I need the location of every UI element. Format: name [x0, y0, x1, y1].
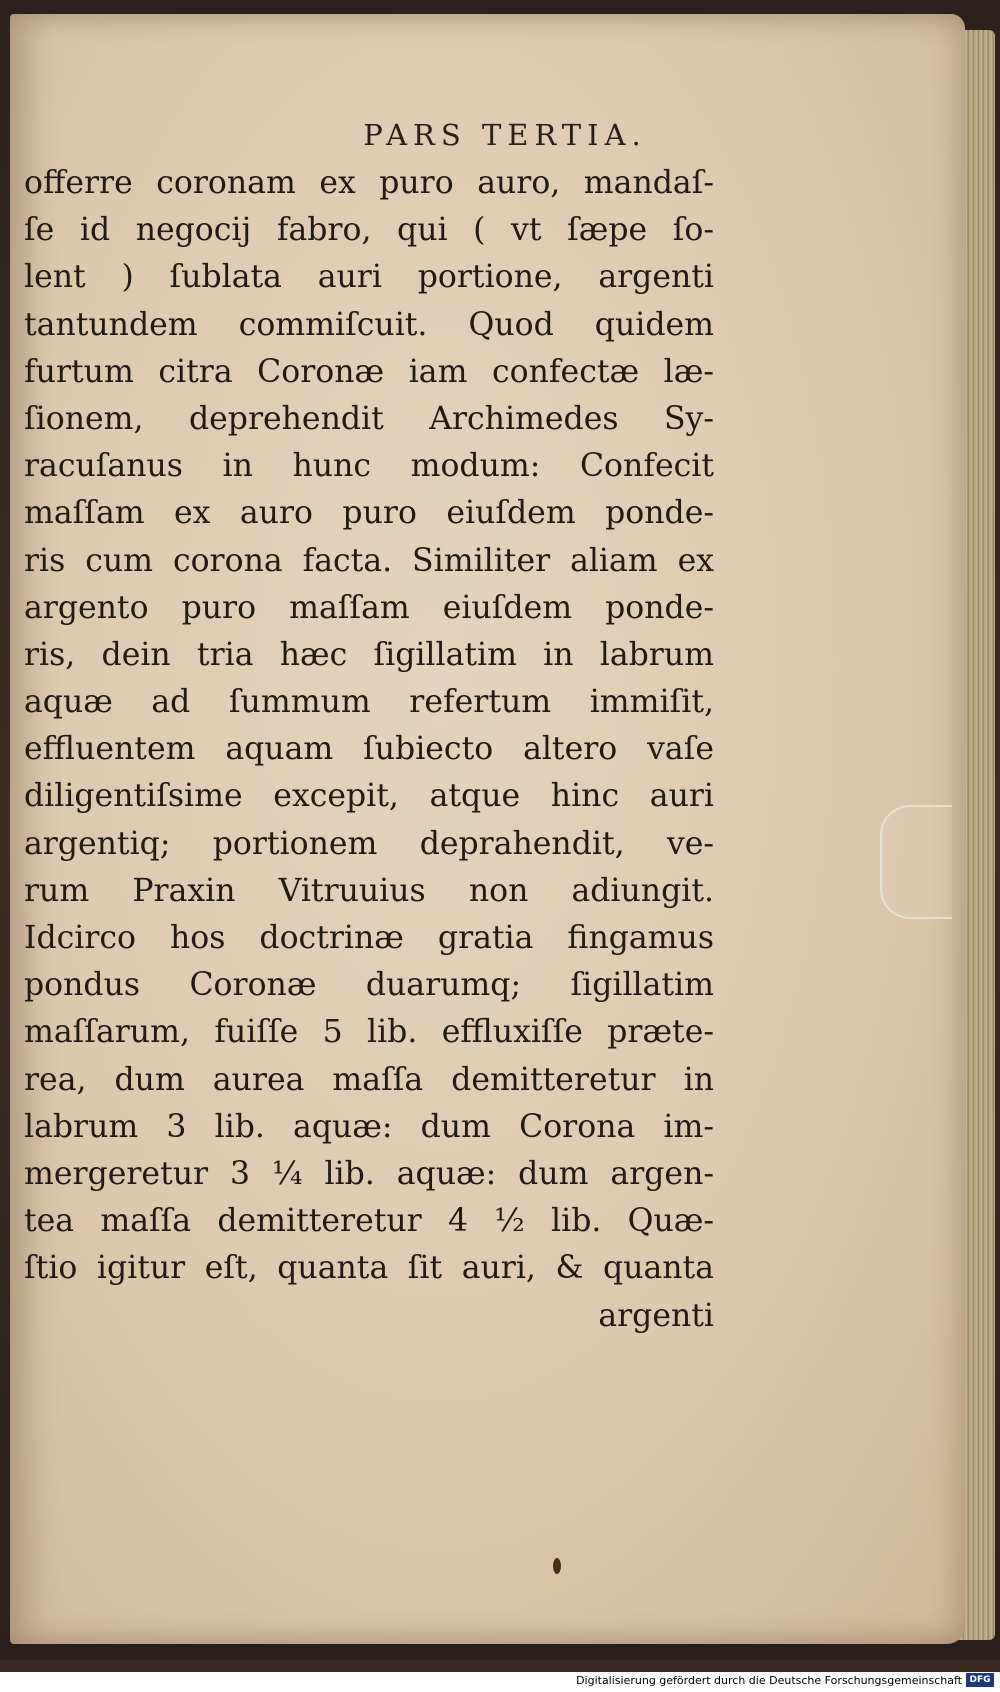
- text-line: argento puro maſſam eiuſdem ponde-: [24, 589, 714, 626]
- text-line: offerre coronam ex puro auro, mandaſ-: [24, 165, 714, 201]
- ink-spot: [553, 1558, 561, 1574]
- dfg-logo: DFG: [966, 1673, 994, 1687]
- text-line: tantundem commiſcuit. Quod quidem: [24, 306, 714, 343]
- text-line: labrum 3 lib. aquæ: dum Corona im-: [24, 1108, 714, 1145]
- text-line: diligentiſsime excepit, atque hinc auri: [24, 778, 714, 815]
- text-line: Idcirco hos doctrinæ gratia fingamus: [24, 920, 714, 956]
- text-line: pondus Coronæ duarumq; ſigillatim: [24, 967, 714, 1004]
- text-line: argentiq; portionem deprahendit, ve-: [24, 825, 714, 862]
- catchword: argenti: [598, 1297, 714, 1334]
- text-line: maſſam ex auro puro eiuſdem ponde-: [24, 495, 714, 532]
- running-head: PARS TERTIA.: [363, 118, 647, 152]
- text-line: furtum citra Coronæ iam confectæ læ-: [24, 353, 714, 390]
- text-line: mergeretur 3 ¼ lib. aquæ: dum argen-: [24, 1155, 714, 1192]
- text-line: ſe id negocij fabro, qui ( vt ſæpe ſo-: [24, 212, 714, 249]
- text-line: ris, dein tria hæc ſigillatim in labrum: [24, 636, 714, 673]
- text-line: ſionem, deprehendit Archimedes Sy-: [24, 400, 714, 437]
- text-line: ris cum corona facta. Similiter aliam ex: [24, 542, 714, 579]
- footer-credit: Digitalisierung gefördert durch die Deutsche Forschungsgemeinschaft: [576, 1674, 962, 1687]
- text-line: lent ) ſublata auri portione, argenti: [24, 259, 714, 296]
- text-line: racuſanus in hunc modum: Confecit: [24, 448, 714, 485]
- text-line: ſtio igitur eſt, quanta ſit auri, & quanta: [24, 1250, 714, 1287]
- text-line: aquæ ad ſummum refertum immiſit,: [24, 684, 714, 721]
- text-line: rea, dum aurea maſſa demitteretur in: [24, 1061, 714, 1098]
- text-line: maſſarum, fuiſſe 5 lib. effluxiſſe præte-: [24, 1014, 714, 1051]
- text-line: effluentem aquam ſubiecto altero vaſe: [24, 731, 714, 768]
- body-text: [24, 160, 714, 1340]
- text-line: tea maſſa demitteretur 4 ½ lib. Quæ-: [24, 1203, 714, 1240]
- page-clip: [880, 805, 952, 919]
- text-line: rum Praxin Vitruuius non adiungit.: [24, 872, 714, 909]
